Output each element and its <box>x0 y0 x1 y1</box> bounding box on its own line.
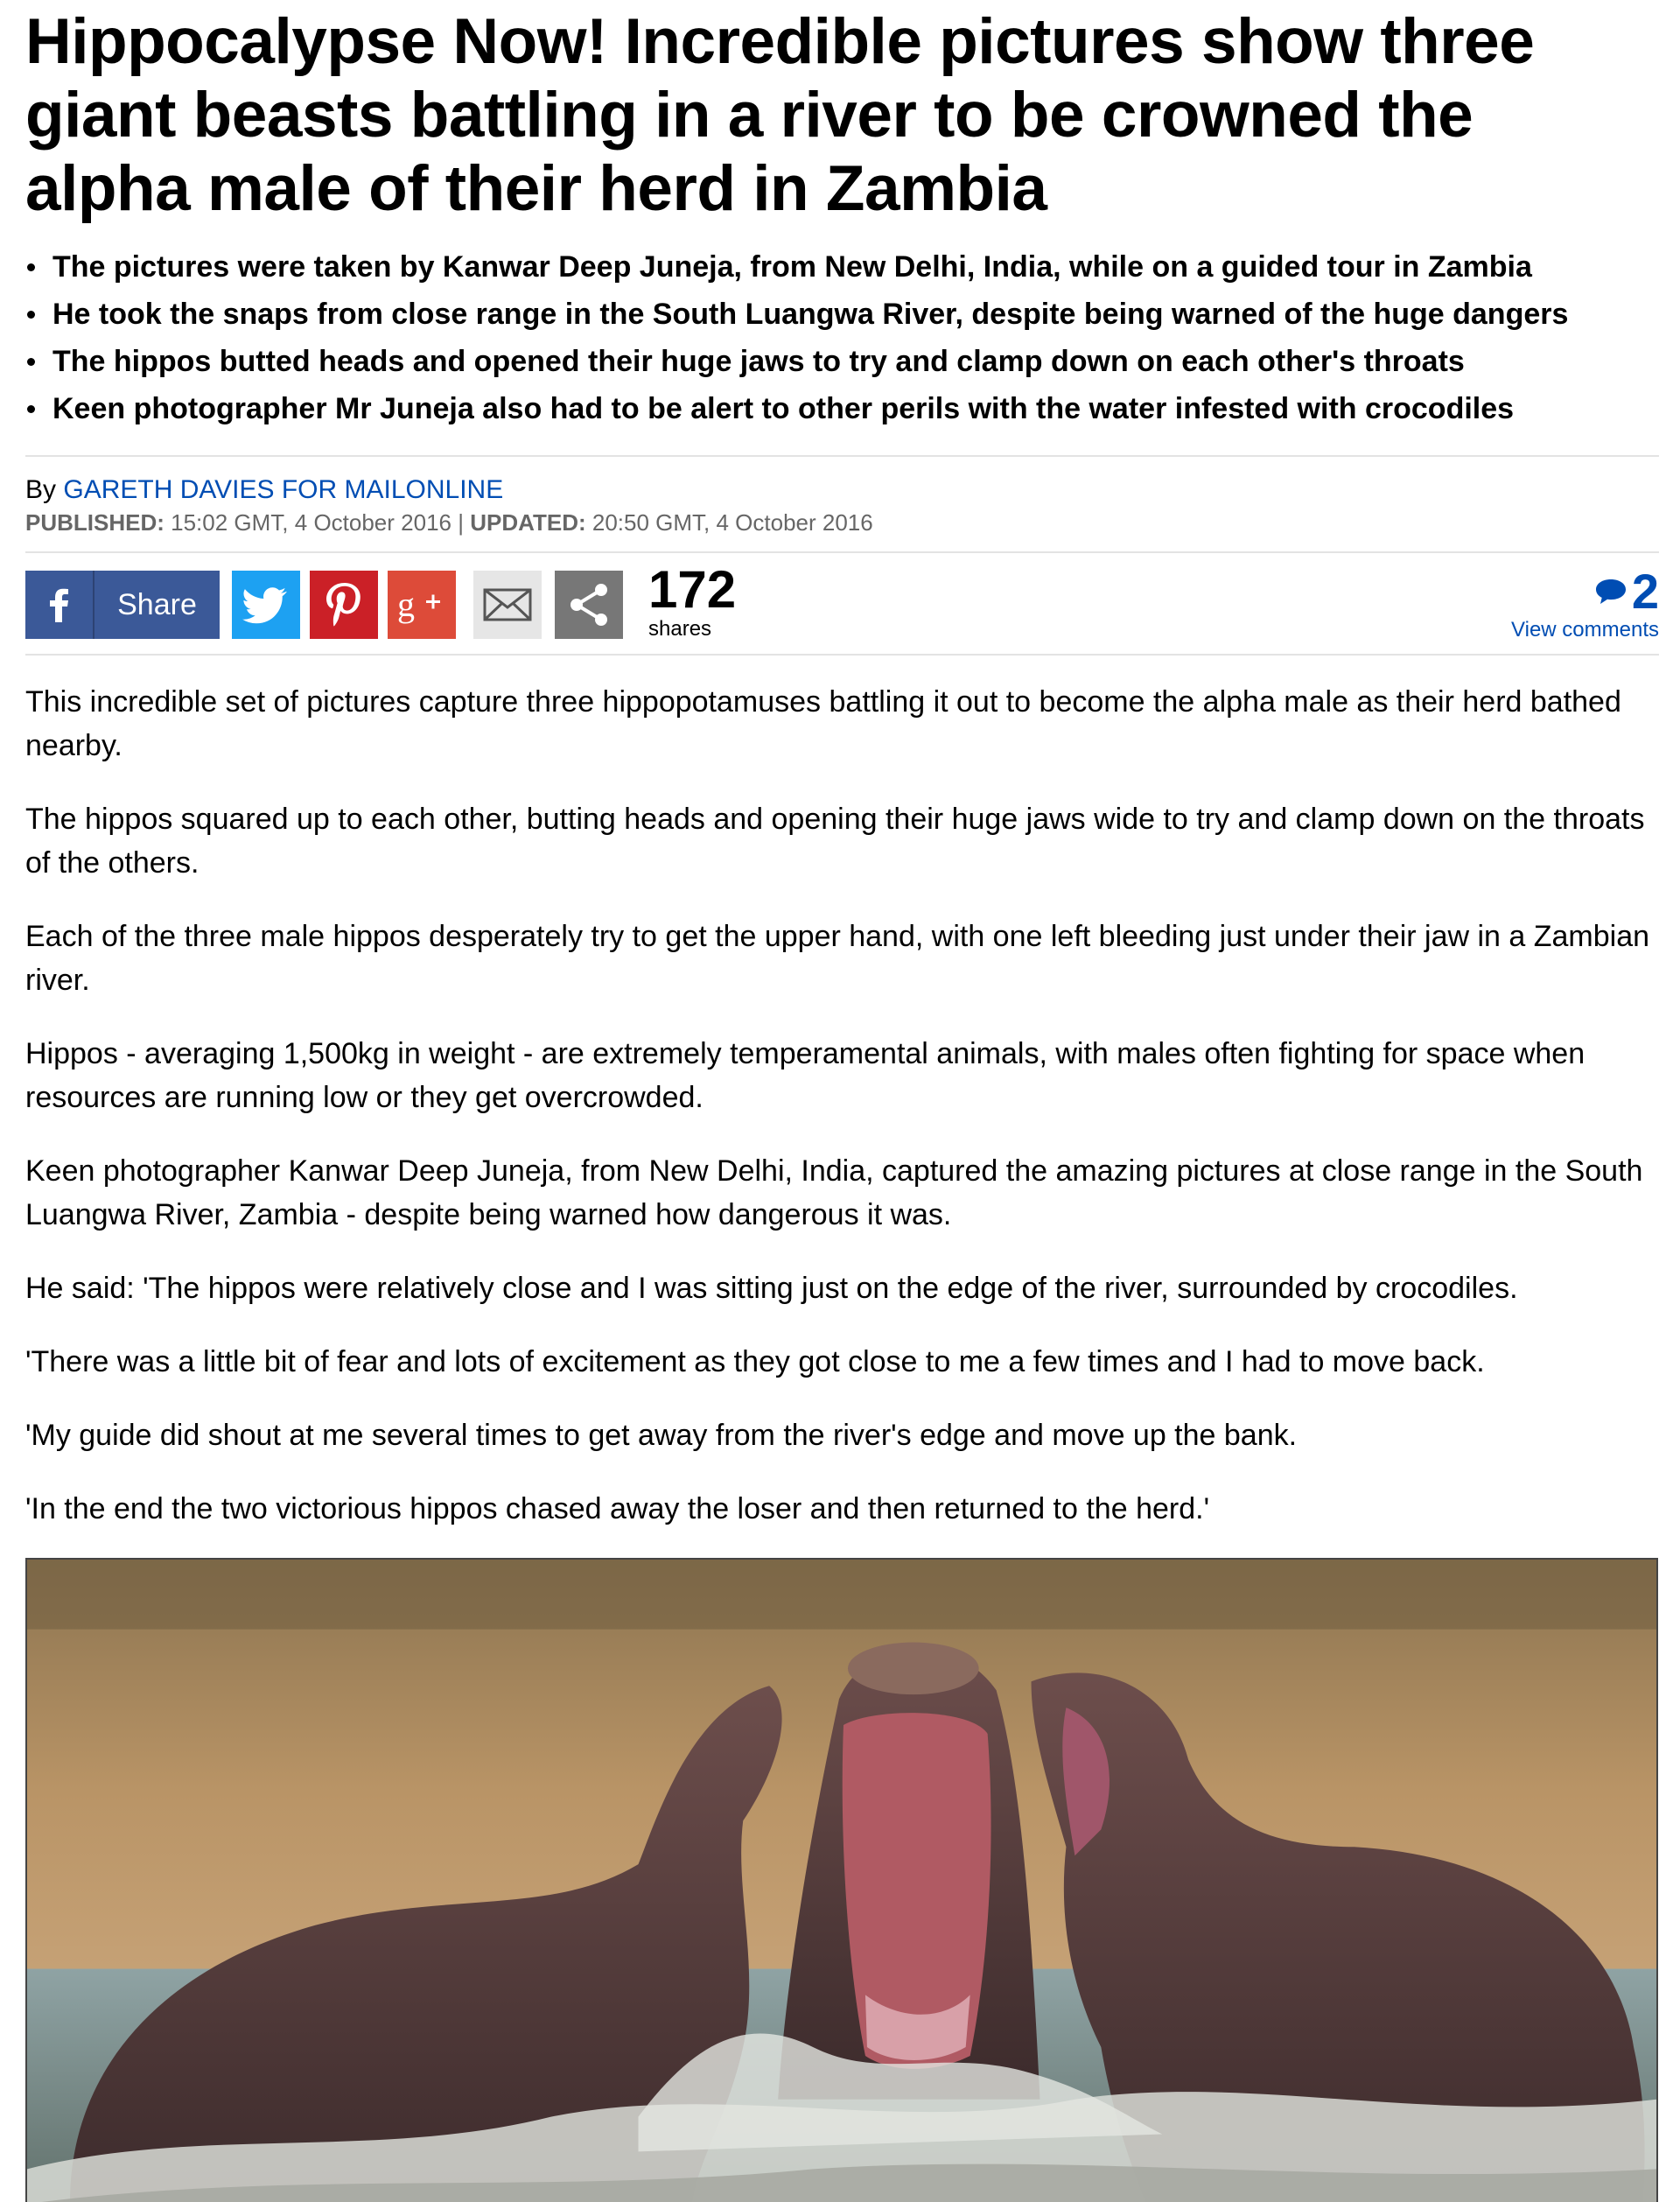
twitter-share-button[interactable] <box>232 571 300 639</box>
article-content <box>25 0 1659 1560</box>
share-more-button[interactable] <box>555 571 623 639</box>
summary-bullets <box>25 243 1659 432</box>
author-link[interactable]: GARETH DAVIES FOR MAILONLINE <box>63 475 504 504</box>
comment-bubble-icon <box>1593 577 1628 607</box>
article-paragraph: 'There was a little bit of fear and lots of excitement as they got close to me a few times and I had to move back. <box>25 1345 1485 1378</box>
published-date: 15:02 GMT, 4 October 2016 <box>171 509 452 536</box>
email-icon <box>473 571 542 639</box>
article-body <box>25 680 1659 1531</box>
article-photo[interactable] <box>25 1558 1658 2202</box>
hippo-fight-photo <box>27 1560 1656 2202</box>
article-paragraph: Hippos - averaging 1,500kg in weight - are extremely temperamental animals, with males often fighting for space when resources are running low or they get overcrowded. <box>25 1037 1586 1114</box>
divider <box>25 654 1659 656</box>
pinterest-share-button[interactable] <box>310 571 378 639</box>
summary-bullet: He took the snaps from close range in the South Luangwa River, despite being warned of the huge dangers <box>25 291 1659 338</box>
article-headline: Hippocalypse Now! Incredible pictures show three giant beasts battling in a river to be crowned the alpha male of their herd in Zambia <box>25 6 1535 224</box>
comment-count-number: 2 <box>1631 564 1659 619</box>
share-count-number: 172 <box>648 560 737 619</box>
comment-count <box>1511 565 1659 618</box>
article-paragraph: Keen photographer Kanwar Deep Juneja, from New Delhi, India, captured the amazing pictures at close range in the South Luangwa River, Zambia - despite being warned how dangerous it was. <box>25 1154 1643 1231</box>
share-bar <box>25 553 1659 654</box>
google-plus-share-button[interactable] <box>388 571 456 639</box>
summary-bullet: The hippos butted heads and opened their huge jaws to try and clamp down on each other's throats <box>25 338 1659 385</box>
share-count <box>648 562 736 641</box>
view-comments-link[interactable]: View comments <box>1511 618 1659 642</box>
article-paragraph: He said: 'The hippos were relatively close and I was sitting just on the edge of the river, surrounded by crocodiles. <box>25 1272 1518 1305</box>
summary-bullet: Keen photographer Mr Juneja also had to be alert to other perils with the water infested with crocodiles <box>25 385 1659 432</box>
date-separator: | <box>458 509 464 536</box>
summary-bullet: The pictures were taken by Kanwar Deep Juneja, from New Delhi, India, while on a guided tour in Zambia <box>25 243 1659 291</box>
email-share-button[interactable] <box>473 571 542 639</box>
facebook-share-label: Share <box>117 587 197 621</box>
byline <box>25 474 1659 506</box>
article-paragraph: 'My guide did shout at me several times to get away from the river's edge and move up the bank. <box>25 1419 1298 1452</box>
share-count-label: shares <box>648 617 712 641</box>
updated-date: 20:50 GMT, 4 October 2016 <box>592 509 873 536</box>
article-paragraph: Each of the three male hippos desperately try to get the upper hand, with one left bleeding just under their jaw in a Zambian river. <box>25 920 1650 997</box>
svg-text:g: g <box>397 585 415 624</box>
published-label: PUBLISHED: <box>25 509 164 536</box>
facebook-share-button[interactable] <box>25 571 220 639</box>
comments-link[interactable] <box>1511 565 1659 642</box>
byline-prefix: By <box>25 475 57 504</box>
divider <box>25 455 1659 457</box>
twitter-icon <box>232 571 300 639</box>
google-plus-icon <box>388 571 456 639</box>
article-paragraph: This incredible set of pictures capture three hippopotamuses battling it out to become the alpha male as their herd bathed nearby. <box>25 685 1621 762</box>
publish-dates <box>25 508 1659 537</box>
facebook-icon <box>25 571 94 639</box>
pinterest-icon <box>310 571 378 639</box>
article-paragraph: The hippos squared up to each other, butting heads and opening their huge jaws wide to try and clamp down on the throats of the others. <box>25 803 1645 880</box>
article-paragraph: 'In the end the two victorious hippos chased away the loser and then returned to the herd.' <box>25 1492 1210 1525</box>
share-more-icon <box>555 571 623 639</box>
updated-label: UPDATED: <box>470 509 586 536</box>
